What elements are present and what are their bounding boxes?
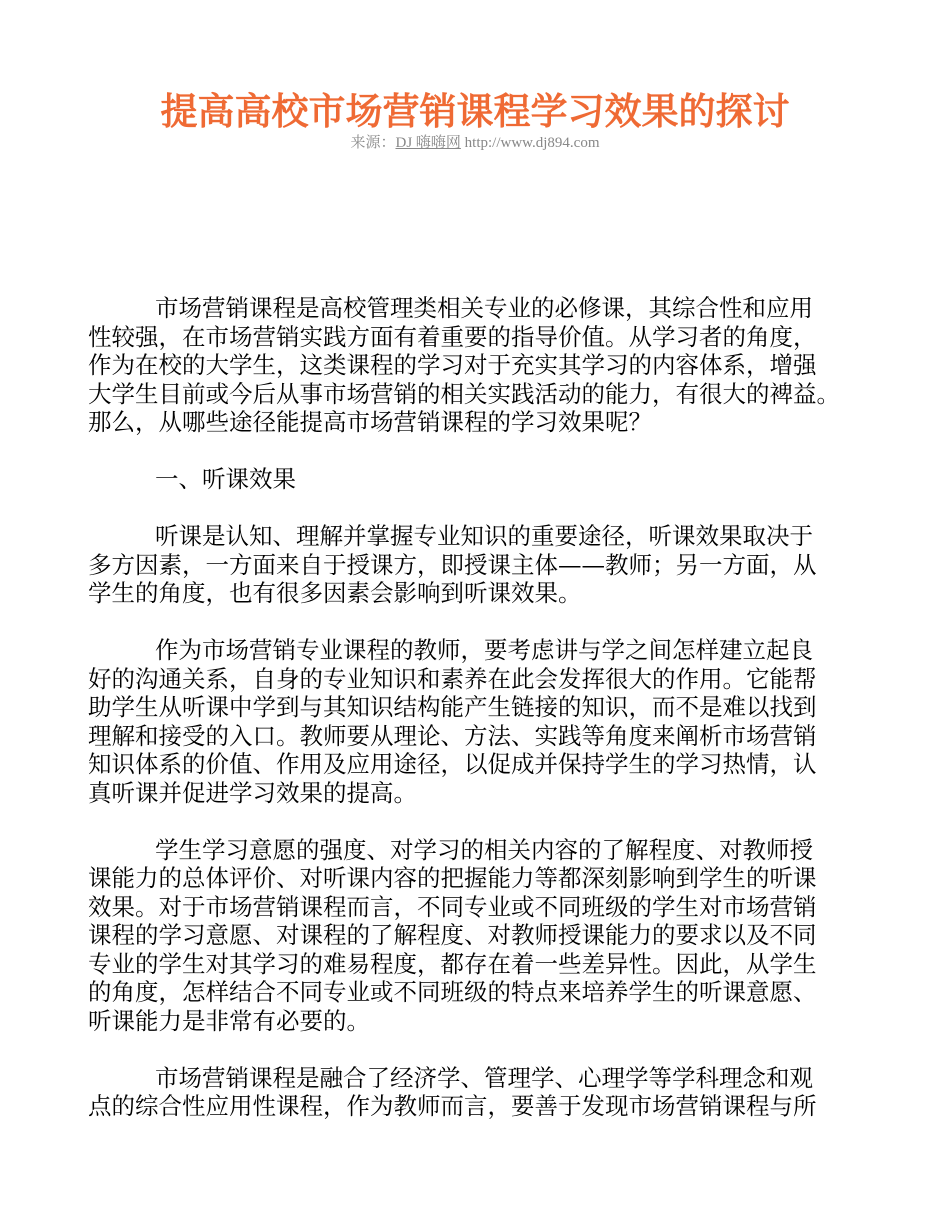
article-body bbox=[88, 294, 874, 1149]
paragraph-intro: 市场营销课程是高校管理类相关专业的必修课，其综合性和应用 性较强，在市场营销实践方面有着重要的指导价值。从学习者的角度， 作为在校的大学生，这类课程的学习对于充实其学习的内容体系，增强 大学生目前或今后从事市场营销的相关实践活动的能力，有很大的裨益。 那么，从哪些途径能提高市场营销课程的学习效果呢？ bbox=[88, 294, 840, 436]
page-title: 提高高校市场营销课程学习效果的探讨 bbox=[160, 89, 790, 133]
source-url: http://www.dj894.com bbox=[464, 135, 600, 151]
paragraph-listening: 听课是认知、理解并掌握专业知识的重要途径，听课效果取决于 多方因素，一方面来自于授课方，即授课主体——教师；另一方面，从 学生的角度，也有很多因素会影响到听课效果。 bbox=[88, 522, 817, 607]
source-prefix: 来源： bbox=[350, 135, 396, 151]
section-heading-listening: 一、听课效果 bbox=[154, 465, 296, 493]
paragraph-teacher: 作为市场营销专业课程的教师，要考虑讲与学之间怎样建立起良 好的沟通关系，自身的专业知识和素养在此会发挥很大的作用。它能帮 助学生从听课中学到与其知识结构能产生链接的知识，而不是难以找到 理解和接受的入口。教师要从理论、方法、实践等角度来阐析市场营销 知识体系的价值、作用及应用途径，以促成并保持学生的学习热情，认 真听课并促进学习效果的提高。 bbox=[88, 636, 817, 807]
source-line bbox=[0, 133, 950, 153]
source-link[interactable]: DJ 嗨嗨网 bbox=[395, 135, 461, 151]
paragraph-course: 市场营销课程是融合了经济学、管理学、心理学等学科理念和观 点的综合性应用性课程，作为教师而言，要善于发现市场营销课程与所 bbox=[88, 1063, 817, 1120]
paragraph-student: 学生学习意愿的强度、对学习的相关内容的了解程度、对教师授 课能力的总体评价、对听课内容的把握能力等都深刻影响到学生的听课 效果。对于市场营销课程而言，不同专业或不同班级的学生对市场营销 课程的学习意愿、对课程的了解程度、对教师授课能力的要求以及不同 专业的学生对其学习的难易程度，都存在着一些差异性。因此，从学生 的角度，怎样结合不同专业或不同班级的特点来培养学生的听课意愿、 听课能力是非常有必要的。 bbox=[88, 835, 817, 1035]
